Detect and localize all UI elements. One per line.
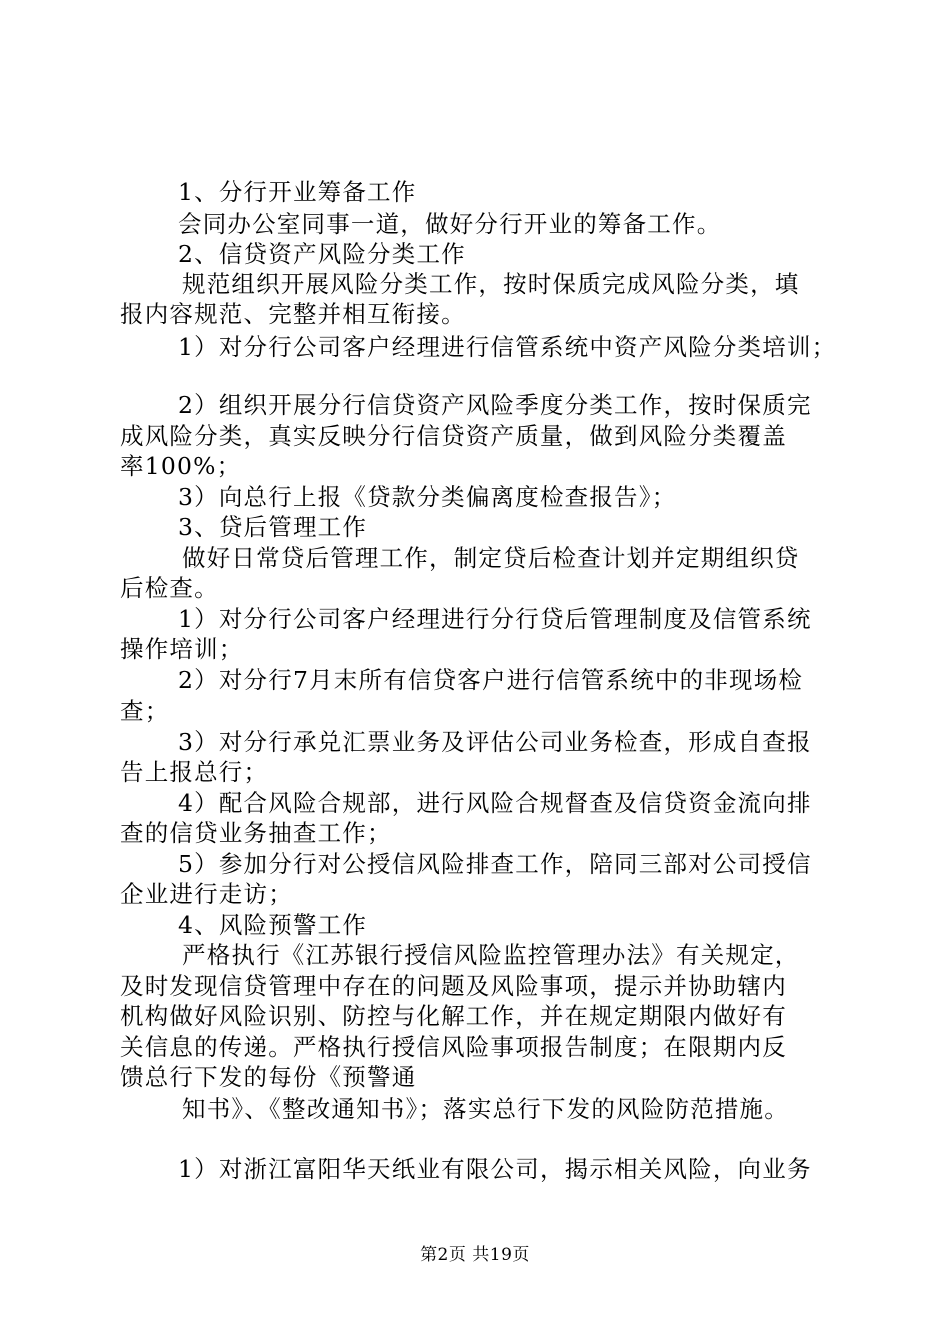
text-line: 企业进行走访；	[120, 880, 293, 908]
text-line: 查；	[120, 697, 170, 725]
text-line: 5）参加分行对公授信风险排查工作，陪同三部对公司授信	[178, 850, 812, 878]
text-line: 知书》、《整改通知书》；落实总行下发的风险防范措施。	[182, 1095, 789, 1123]
text-line: 2）对分行7月末所有信贷客户进行信管系统中的非现场检	[178, 666, 804, 694]
text-line: 成风险分类，真实反映分行信贷资产质量，做到风险分类覆盖	[120, 422, 787, 450]
text-line: 1）对浙江富阳华天纸业有限公司，揭示相关风险，向业务	[178, 1155, 812, 1183]
text-line: 3）向总行上报《贷款分类偏离度检查报告》；	[178, 483, 677, 511]
text-line: 报内容规范、完整并相互衔接。	[120, 300, 466, 328]
text-line: 操作培训；	[120, 635, 244, 663]
text-line: 查的信贷业务抽查工作；	[120, 819, 392, 847]
text-line: 1）对分行公司客户经理进行信管系统中资产风险分类培训；	[178, 333, 837, 361]
text-line: 做好日常贷后管理工作，制定贷后检查计划并定期组织贷	[182, 544, 800, 572]
text-line: 3、贷后管理工作	[178, 513, 368, 541]
page-number-footer: 第2页 共19页	[420, 1245, 530, 1265]
text-line: 4）配合风险合规部，进行风险合规督查及信贷资金流向排	[178, 789, 812, 817]
text-line: 3）对分行承兑汇票业务及评估公司业务检查，形成自查报	[178, 728, 812, 756]
text-line: 1）对分行公司客户经理进行分行贷后管理制度及信管系统	[178, 605, 812, 633]
text-line: 馈总行下发的每份《预警通	[120, 1063, 417, 1091]
text-line: 会同办公室同事一道，做好分行开业的筹备工作。	[178, 210, 722, 238]
text-line: 关信息的传递。严格执行授信风险事项报告制度；在限期内反	[120, 1033, 787, 1061]
text-line: 规范组织开展风险分类工作，按时保质完成风险分类，填	[182, 270, 800, 298]
text-line: 后检查。	[120, 574, 219, 602]
text-line: 机构做好风险识别、防控与化解工作，并在规定期限内做好有	[120, 1002, 787, 1030]
text-line: 1、分行开业筹备工作	[178, 178, 417, 206]
text-line: 2、信贷资产风险分类工作	[178, 240, 466, 268]
text-line: 4、风险预警工作	[178, 911, 368, 939]
text-line: 及时发现信贷管理中存在的问题及风险事项，提示并协助辖内	[120, 972, 787, 1000]
text-line: 严格执行《江苏银行授信风险监控管理办法》有关规定，	[182, 941, 800, 969]
text-line: 告上报总行；	[120, 758, 269, 786]
text-line: 2）组织开展分行信贷资产风险季度分类工作，按时保质完	[178, 391, 812, 419]
text-line: 率100%；	[120, 452, 242, 480]
